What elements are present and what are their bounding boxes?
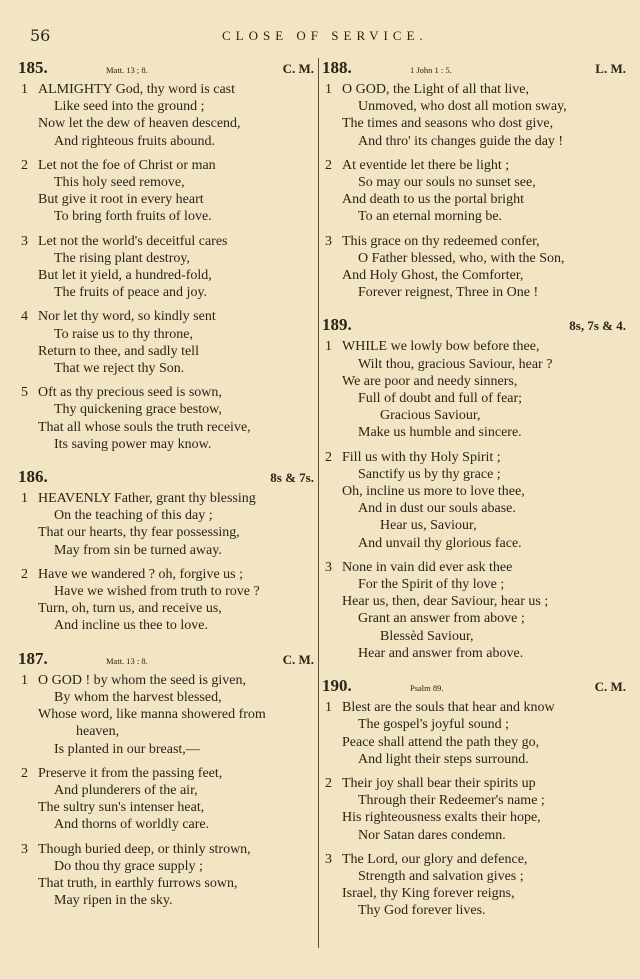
stanza-number: 2 xyxy=(325,449,332,465)
verse-line: Grant an answer from above ; xyxy=(358,611,525,627)
verse-text: None in vain did ever ask thee xyxy=(342,559,513,575)
verse-line: But give it root in every heart xyxy=(38,192,204,208)
stanza xyxy=(18,233,314,302)
verse-text: Their joy shall bear their spirits up xyxy=(342,775,536,791)
verse-line: Sanctify us by thy grace ; xyxy=(358,466,501,482)
stanza xyxy=(18,81,314,150)
verse-line xyxy=(18,384,314,401)
stanza xyxy=(18,490,314,559)
verse-line: Like seed into the ground ; xyxy=(54,99,205,115)
verse-line: And light their steps surround. xyxy=(358,751,529,767)
verse-line: Forever reignest, Three in One ! xyxy=(358,285,539,301)
stanza xyxy=(322,559,626,662)
verse-line xyxy=(322,157,626,174)
verse-line: And unvail thy glorious face. xyxy=(358,535,522,551)
hymn xyxy=(18,649,314,910)
hymn xyxy=(322,58,626,301)
verse-line xyxy=(322,851,626,868)
verse-text: Let not the world's deceitful cares xyxy=(38,233,228,249)
hymn xyxy=(18,467,314,635)
verse-line: O Father blessed, who, with the Son, xyxy=(358,250,565,266)
verse-line xyxy=(322,233,626,250)
stanza-number: 5 xyxy=(21,385,28,401)
verse-line: And thro' its changes guide the day ! xyxy=(358,133,564,149)
verse-line: Peace shall attend the path they go, xyxy=(342,734,540,750)
stanza-number: 1 xyxy=(325,700,332,716)
verse-line: The sultry sun's intenser heat, xyxy=(38,800,205,816)
verse-line: The fruits of peace and joy. xyxy=(54,285,208,301)
hymn-meter: 8s & 7s. xyxy=(270,470,314,486)
stanza xyxy=(18,157,314,226)
verse-text: WHILE we lowly bow before thee, xyxy=(342,339,540,355)
verse-text: Blest are the souls that hear and know xyxy=(342,700,555,716)
verse-text: Have we wandered ? oh, forgive us ; xyxy=(38,566,244,582)
verse-line xyxy=(18,233,314,250)
stanza-number: 1 xyxy=(325,82,332,97)
verse-line xyxy=(322,338,626,355)
stanza-number: 3 xyxy=(325,851,332,867)
verse-text: Let not the foe of Christ or man xyxy=(38,157,216,173)
verse-text: Preserve it from the passing feet, xyxy=(38,765,223,781)
verse-line: Strength and salvation gives ; xyxy=(358,868,524,884)
verse-line: That we reject thy Son. xyxy=(54,361,185,377)
verse-line: And righteous fruits abound. xyxy=(54,133,215,149)
verse-text: HEAVENLY Father, grant thy blessing xyxy=(38,491,256,507)
verse-line: May ripen in the sky. xyxy=(54,893,173,909)
stanza-number: 3 xyxy=(21,841,28,857)
verse-line xyxy=(18,490,314,507)
verse-text: The Lord, our glory and defence, xyxy=(342,851,528,867)
scripture-reference: Matt. 13 : 8. xyxy=(106,655,148,666)
verse-text: Though buried deep, or thinly strown, xyxy=(38,841,251,857)
right-column xyxy=(322,58,626,934)
hymn-header xyxy=(322,676,626,696)
stanza-number: 2 xyxy=(325,157,332,173)
verse-line xyxy=(18,765,314,782)
hymn-meter: 8s, 7s & 4. xyxy=(569,318,626,334)
verse-line: Oh, incline us more to love thee, xyxy=(342,484,525,500)
hymn xyxy=(322,676,626,919)
scripture-reference: Psalm 89. xyxy=(410,683,444,694)
column-divider xyxy=(318,58,319,948)
verse-line: heaven, xyxy=(76,724,120,740)
verse-text: Fill us with thy Holy Spirit ; xyxy=(342,449,501,465)
hymn-number: 186. xyxy=(18,467,48,487)
hymn-header xyxy=(18,467,314,487)
running-head: CLOSE OF SERVICE. xyxy=(222,28,428,43)
verse-line: The rising plant destroy, xyxy=(54,250,190,266)
verse-line: That all whose souls the truth receive, xyxy=(38,419,251,435)
stanza-number: 1 xyxy=(21,82,28,97)
stanza-number: 1 xyxy=(21,672,28,688)
verse-line xyxy=(18,566,314,583)
verse-line: Hear us, then, dear Saviour, hear us ; xyxy=(342,594,549,610)
stanza xyxy=(322,81,626,150)
verse-line xyxy=(18,672,314,689)
verse-line: So may our souls no sunset see, xyxy=(358,175,536,191)
stanza-number: 4 xyxy=(21,309,28,325)
hymn-header xyxy=(322,315,626,335)
verse-line: This holy seed remove, xyxy=(54,175,185,191)
stanza xyxy=(322,851,626,920)
verse-line: The gospel's joyful sound ; xyxy=(358,717,510,733)
verse-line: And Holy Ghost, the Comforter, xyxy=(342,268,524,284)
verse-line: Hear and answer from above. xyxy=(358,645,524,661)
verse-line: On the teaching of this day ; xyxy=(54,508,213,524)
verse-line: Israel, thy King forever reigns, xyxy=(342,886,515,902)
stanza-number: 3 xyxy=(325,559,332,575)
verse-line xyxy=(18,81,314,98)
stanza xyxy=(18,384,314,453)
verse-line: Have we wished from truth to rove ? xyxy=(54,584,260,600)
hymn-meter: C. M. xyxy=(594,679,626,695)
hymn-meter: C. M. xyxy=(282,651,314,667)
verse-line: For the Spirit of thy love ; xyxy=(358,577,505,593)
stanza-number: 2 xyxy=(21,566,28,582)
hymn-meter: C. M. xyxy=(282,61,314,76)
stanza-number: 1 xyxy=(325,339,332,355)
verse-line xyxy=(18,157,314,174)
verse-text: O GOD, the Light of all that live, xyxy=(342,82,530,97)
hymn-meter: L. M. xyxy=(595,61,626,76)
verse-line xyxy=(322,449,626,466)
stanza xyxy=(322,338,626,441)
verse-line: And in dust our souls abase. xyxy=(358,501,516,517)
hymn-header xyxy=(18,58,314,78)
stanza xyxy=(18,672,314,758)
verse-line: Blessèd Saviour, xyxy=(380,628,474,644)
verse-line: Its saving power may know. xyxy=(54,436,212,452)
verse-line: His righteousness exalts their hope, xyxy=(342,810,541,826)
hymn-number: 189. xyxy=(322,315,352,335)
verse-line: To bring forth fruits of love. xyxy=(54,209,212,225)
stanza-number: 3 xyxy=(325,233,332,249)
stanza xyxy=(18,765,314,834)
verse-line: By whom the harvest blessed, xyxy=(54,689,222,705)
stanza-number: 1 xyxy=(21,491,28,507)
verse-line: That truth, in earthly furrows sown, xyxy=(38,875,238,891)
verse-text: Nor let thy word, so kindly sent xyxy=(38,309,216,325)
verse-line: May from sin be turned away. xyxy=(54,542,222,558)
verse-text: This grace on thy redeemed confer, xyxy=(342,233,540,249)
verse-line: That our hearts, thy fear possessing, xyxy=(38,525,240,541)
verse-line: Full of doubt and full of fear; xyxy=(358,391,523,407)
verse-line: The times and seasons who dost give, xyxy=(342,116,554,132)
stanza xyxy=(18,841,314,910)
verse-line: Gracious Saviour, xyxy=(380,408,481,424)
verse-line: Nor Satan dares condemn. xyxy=(358,827,506,843)
verse-line: Wilt thou, gracious Saviour, hear ? xyxy=(358,356,553,372)
stanza-number: 3 xyxy=(21,233,28,249)
page-number: 56 xyxy=(30,26,51,45)
scripture-reference: Matt. 13 ; 8. xyxy=(106,65,148,75)
verse-line: And thorns of worldly care. xyxy=(54,817,210,833)
verse-line: Make us humble and sincere. xyxy=(358,425,522,441)
verse-line: And plunderers of the air, xyxy=(54,782,198,798)
verse-line: Now let the dew of heaven descend, xyxy=(38,116,241,132)
verse-line: Do thou thy grace supply ; xyxy=(54,858,203,874)
stanza xyxy=(18,566,314,635)
verse-text: Oft as thy precious seed is sown, xyxy=(38,385,222,401)
stanza-number: 2 xyxy=(325,775,332,791)
verse-line xyxy=(322,81,626,98)
verse-line: And death to us the portal bright xyxy=(342,192,524,208)
hymn-number: 190. xyxy=(322,676,352,696)
stanza xyxy=(322,233,626,302)
hymn-number: 185. xyxy=(18,58,48,77)
verse-line: Unmoved, who dost all motion sway, xyxy=(358,99,567,115)
scripture-reference: 1 John 1 : 5. xyxy=(410,65,452,75)
verse-line xyxy=(322,559,626,576)
verse-line: But let it yield, a hundred-fold, xyxy=(38,268,212,284)
hymn-number: 188. xyxy=(322,58,352,77)
verse-line: We are poor and needy sinners, xyxy=(342,373,518,389)
verse-line: Through their Redeemer's name ; xyxy=(358,793,545,809)
verse-line xyxy=(18,841,314,858)
verse-line: Is planted in our breast,— xyxy=(54,741,200,757)
verse-line: To an eternal morning be. xyxy=(358,209,503,225)
hymn xyxy=(322,315,626,662)
verse-line: Whose word, like manna showered from xyxy=(38,707,266,723)
verse-line: Turn, oh, turn us, and receive us, xyxy=(38,601,222,617)
verse-line: And incline us thee to love. xyxy=(54,618,208,634)
verse-line: Hear us, Saviour, xyxy=(380,518,477,534)
stanza xyxy=(322,699,626,768)
stanza-number: 2 xyxy=(21,157,28,173)
stanza xyxy=(322,775,626,844)
verse-line: To raise us to thy throne, xyxy=(54,326,193,342)
verse-text: O GOD ! by whom the seed is given, xyxy=(38,672,247,688)
hymn-header xyxy=(18,649,314,669)
hymn xyxy=(18,58,314,453)
left-column xyxy=(18,58,314,923)
verse-line: Thy quickening grace bestow, xyxy=(54,402,222,418)
verse-line xyxy=(322,775,626,792)
hymn-header xyxy=(322,58,626,78)
stanza xyxy=(18,308,314,377)
verse-line: Return to thee, and sadly tell xyxy=(38,343,199,359)
stanza xyxy=(322,157,626,226)
verse-line: Thy God forever lives. xyxy=(358,903,486,919)
verse-text: At eventide let there be light ; xyxy=(342,157,510,173)
verse-line xyxy=(322,699,626,716)
verse-line xyxy=(18,308,314,325)
verse-text: ALMIGHTY God, thy word is cast xyxy=(38,82,236,97)
stanza-number: 2 xyxy=(21,765,28,781)
stanza xyxy=(322,449,626,552)
hymn-number: 187. xyxy=(18,648,48,668)
